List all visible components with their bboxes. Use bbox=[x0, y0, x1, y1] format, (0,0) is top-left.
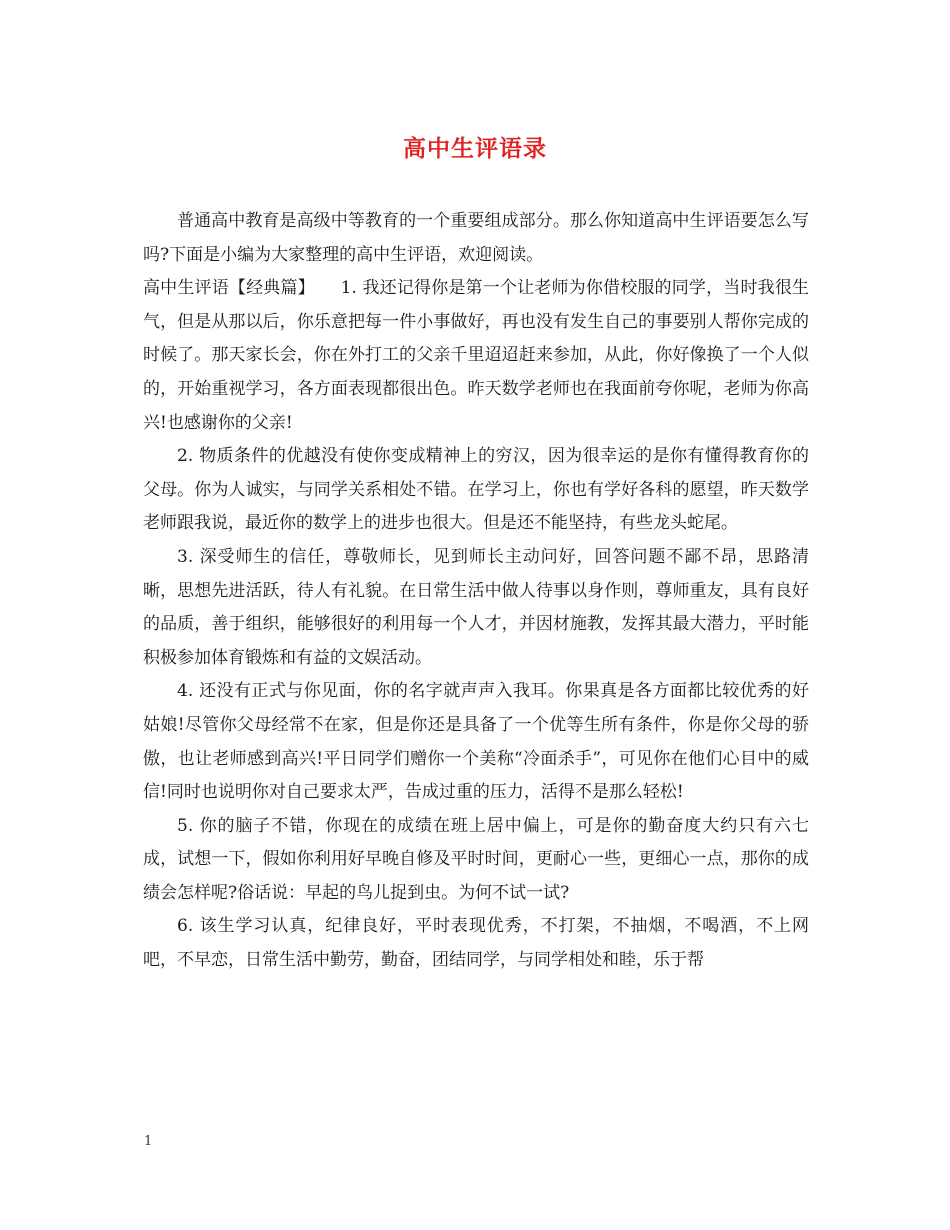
page-number: 1 bbox=[144, 1134, 153, 1149]
paragraph-comment-1: 高中生评语【经典篇】 1. 我还记得你是第一个让老师为你借校服的同学，当时我很生气，但是从那以后，你乐意把每一件小事做好，再也没有发生自己的事要别人帮你完成的时候了。那天家长会，你在外打工的父亲千里迢迢赶来参加，从此，你好像换了一个人似的，开始重视学习，各方面表现都很出色。昨天数学老师也在我面前夸你呢，老师为你高兴!也感谢你的父亲! bbox=[143, 278, 809, 433]
paragraph-comment-6: 6. 该生学习认真，纪律良好，平时表现优秀，不打架，不抽烟，不喝酒，不上网吧，不早恋，日常生活中勤劳，勤奋，团结同学，与同学相处和睦，乐于帮 bbox=[143, 916, 809, 971]
paragraph-comment-3: 3. 深受师生的信任，尊敬师长，见到师长主动问好，回答问题不鄙不昂，思路清晰，思想先进活跃，待人有礼貌。在日常生活中做人待事以身作则，尊师重友，具有良好的品质，善于组织，能够很好的利用每一个人才，并因材施教，发挥其最大潜力，平时能积极参加体育锻炼和有益的文娱活动。 bbox=[143, 546, 809, 668]
document-title: 高中生评语录 bbox=[403, 135, 547, 162]
paragraph-comment-2: 2. 物质条件的优越没有使你变成精神上的穷汉，因为很幸运的是你有懂得教育你的父母。你为人诚实，与同学关系相处不错。在学习上，你也有学好各科的愿望，昨天数学老师跟我说，最近你的数学上的进步也很大。但是还不能坚持，有些龙头蛇尾。 bbox=[143, 446, 809, 534]
paragraph-comment-4: 4. 还没有正式与你见面，你的名字就声声入我耳。你果真是各方面都比较优秀的好姑娘!尽管你父母经常不在家，但是你还是具备了一个优等生所有条件，你是你父母的骄傲，也让老师感到高兴!平日同学们赠你一个美称“冷面杀手”，可见你在他们心目中的威信!同时也说明你对自己要求太严，告成过重的压力，活得不是那么轻松! bbox=[143, 681, 809, 803]
document-body bbox=[143, 205, 809, 978]
paragraph-comment-5: 5. 你的脑子不错，你现在的成绩在班上居中偏上，可是你的勤奋度大约只有六七成，试想一下，假如你利用好早晚自修及平时时间，更耐心一些，更细心一点，那你的成绩会怎样呢?俗话说：早起的鸟儿捉到虫。为何不试一试? bbox=[143, 815, 809, 903]
paragraph-intro: 普通高中教育是高级中等教育的一个重要组成部分。那么你知道高中生评语要怎么写吗?下面是小编为大家整理的高中生评语，欢迎阅读。 bbox=[143, 211, 809, 265]
